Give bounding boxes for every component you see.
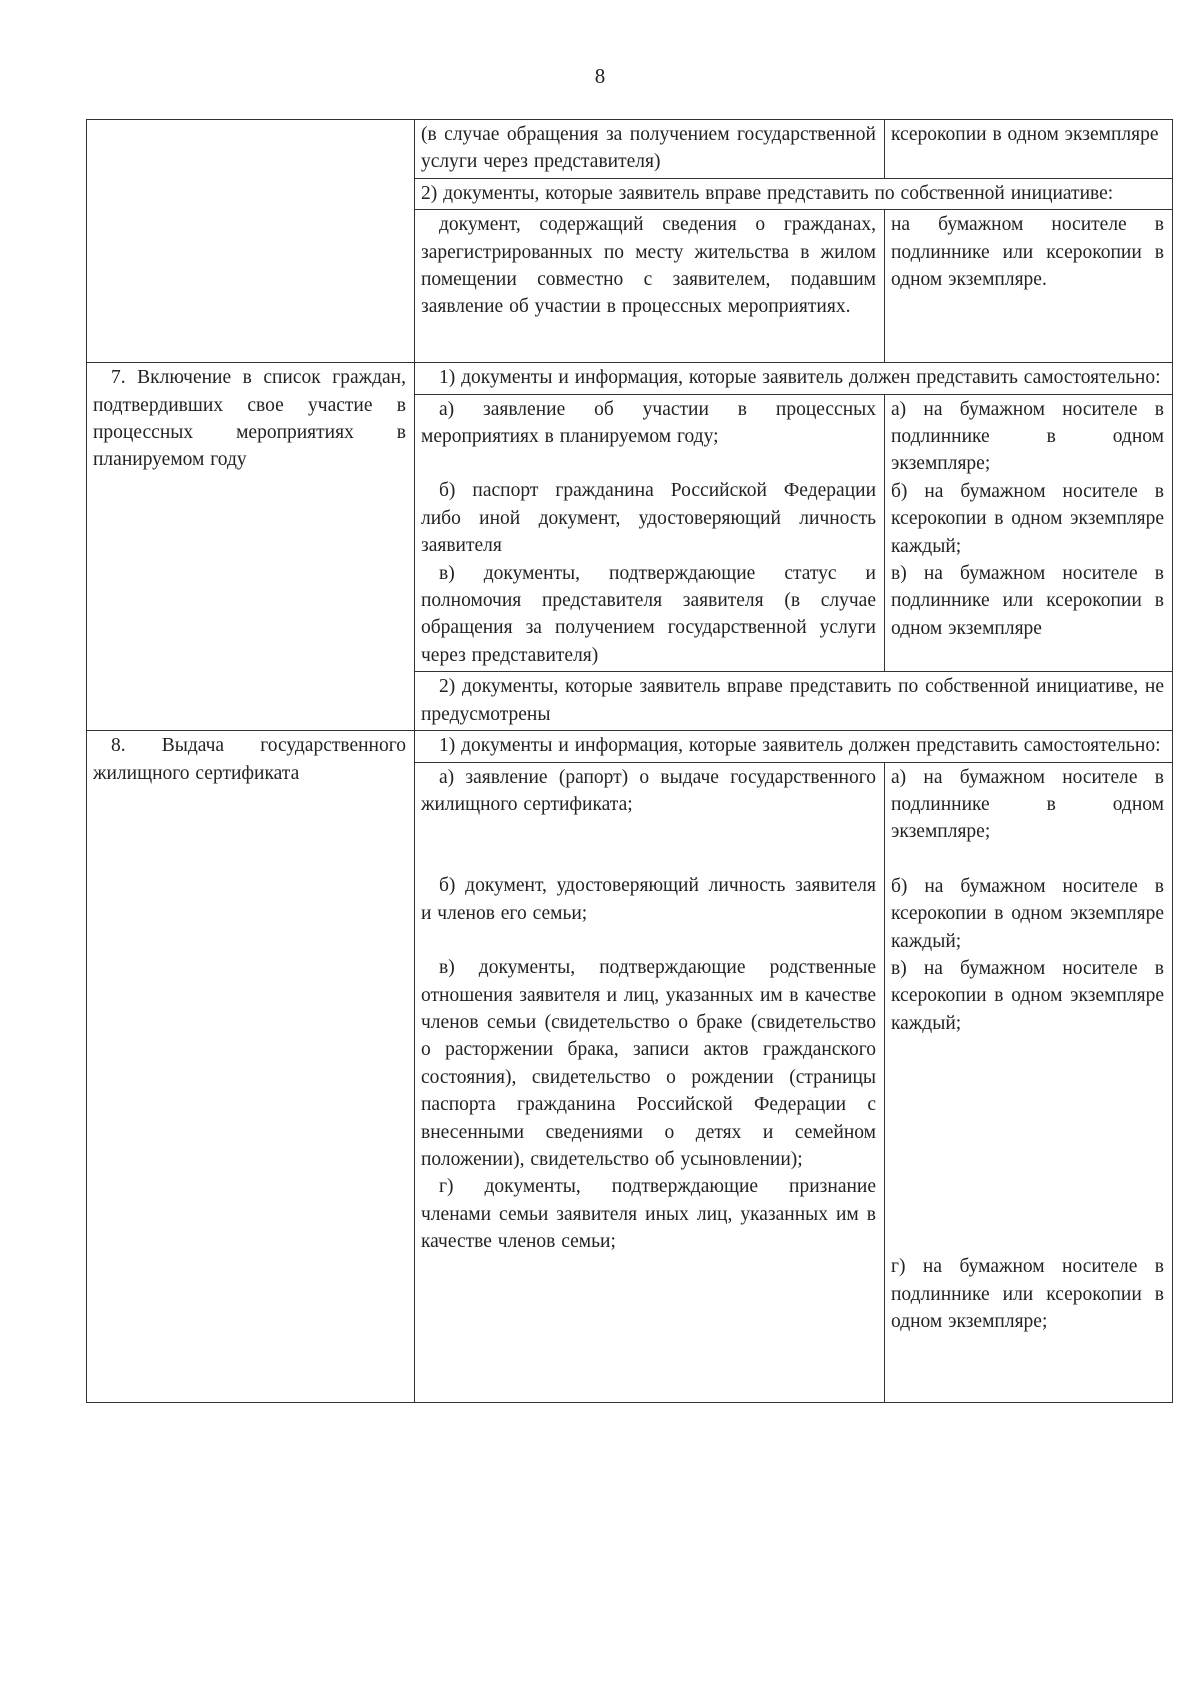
- service-name-cell: [87, 363, 415, 731]
- form-text: а) на бумажном носителе в подлиннике в одном экземпляре;: [891, 398, 1164, 475]
- document-text: б) документ, удостоверяющий личность заявителя и членов его семьи;: [421, 875, 876, 924]
- page-number: 8: [594, 64, 606, 88]
- section-header-text: 1) документы и информация, которые заявитель должен представить самостоятельно:: [439, 735, 1161, 757]
- form-text: а) на бумажном носителе в подлиннике в одном экземпляре;: [891, 766, 1164, 843]
- document-text: документ, содержащий сведения о гражданах, зарегистрированных по месту жительства в жилом помещении совместно с заявителем, подавшим заявление об участии в процессных мероприятиях.: [421, 214, 876, 318]
- document-text: б) паспорт гражданина Российской Федерации либо иной документ, удостоверяющий личность заявителя: [421, 480, 876, 557]
- document-cell: [415, 120, 885, 179]
- service-name: 7. Включение в список граждан, подтвердивших свое участие в процессных мероприятиях в планируемом году: [93, 367, 406, 471]
- section-header-cell: [415, 672, 1173, 731]
- form-text: б) на бумажном носителе в ксерокопии в одном экземпляре каждый;: [891, 480, 1164, 557]
- document-text: (в случае обращения за получением государственной услуги через представителя): [421, 124, 876, 173]
- form-cell: [885, 120, 1173, 179]
- section-header-text: 2) документы, которые заявитель вправе представить по собственной инициативе, не предусмотрены: [421, 676, 1164, 725]
- section-header-cell: [415, 363, 1173, 394]
- document-text: а) заявление об участии в процессных мероприятиях в планируемом году;: [421, 398, 876, 448]
- form-cell: [885, 210, 1173, 363]
- service-name-cell: [87, 731, 415, 1402]
- document-text: в) документы, подтверждающие статус и полномочия представителя заявителя (в случае обращения за получением государственной услуги через представителя): [421, 562, 876, 666]
- service-name: 8. Выдача государственного жилищного сертификата: [93, 735, 406, 784]
- form-text: в) на бумажном носителе в ксерокопии в одном экземпляре каждый;: [891, 957, 1164, 1034]
- form-text: в) на бумажном носителе в подлиннике или ксерокопии в одном экземпляре: [891, 563, 1164, 639]
- service-name-cell: [87, 120, 415, 363]
- form-text: на бумажном носителе в подлиннике или ксерокопии в одном экземпляре.: [891, 214, 1164, 291]
- section-header-cell: [415, 731, 1173, 762]
- document-cell: [415, 210, 885, 363]
- table-row: [87, 731, 1173, 762]
- section-header-cell: [415, 178, 1173, 209]
- document-cell: [415, 394, 885, 672]
- document-text: в) документы, подтверждающие родственные отношения заявителя и лиц, указанных им в качестве членов семьи (свидетельство о браке (свидетельство о расторжении брака, записи актов гражданского состояния), свидетельство о рождении (страницы паспорта гражданина Российской Федерации с внесенными сведениями о детях и семейном положении), свидетельство об усыновлении);: [421, 957, 876, 1170]
- document-cell: [415, 762, 885, 1402]
- form-cell: [885, 394, 1173, 672]
- table-row: [87, 363, 1173, 394]
- document-text: г) документы, подтверждающие признание членами семьи заявителя иных лиц, указанных им в качестве членов семьи;: [421, 1176, 876, 1253]
- document-text: а) заявление (рапорт) о выдаче государственного жилищного сертификата;: [421, 766, 876, 815]
- form-text: г) на бумажном носителе в подлиннике или ксерокопии в одном экземпляре;: [891, 1256, 1164, 1332]
- form-cell: [885, 762, 1173, 1402]
- section-header-text: 2) документы, которые заявитель вправе представить по собственной инициативе:: [421, 182, 1114, 204]
- form-text: б) на бумажном носителе в ксерокопии в одном экземпляре каждый;: [891, 875, 1164, 952]
- documents-table: [86, 119, 1173, 1403]
- form-text: ксерокопии в одном экземпляре: [891, 124, 1159, 145]
- section-header-text: 1) документы и информация, которые заявитель должен представить самостоятельно:: [439, 367, 1161, 389]
- table-row: [87, 120, 1173, 179]
